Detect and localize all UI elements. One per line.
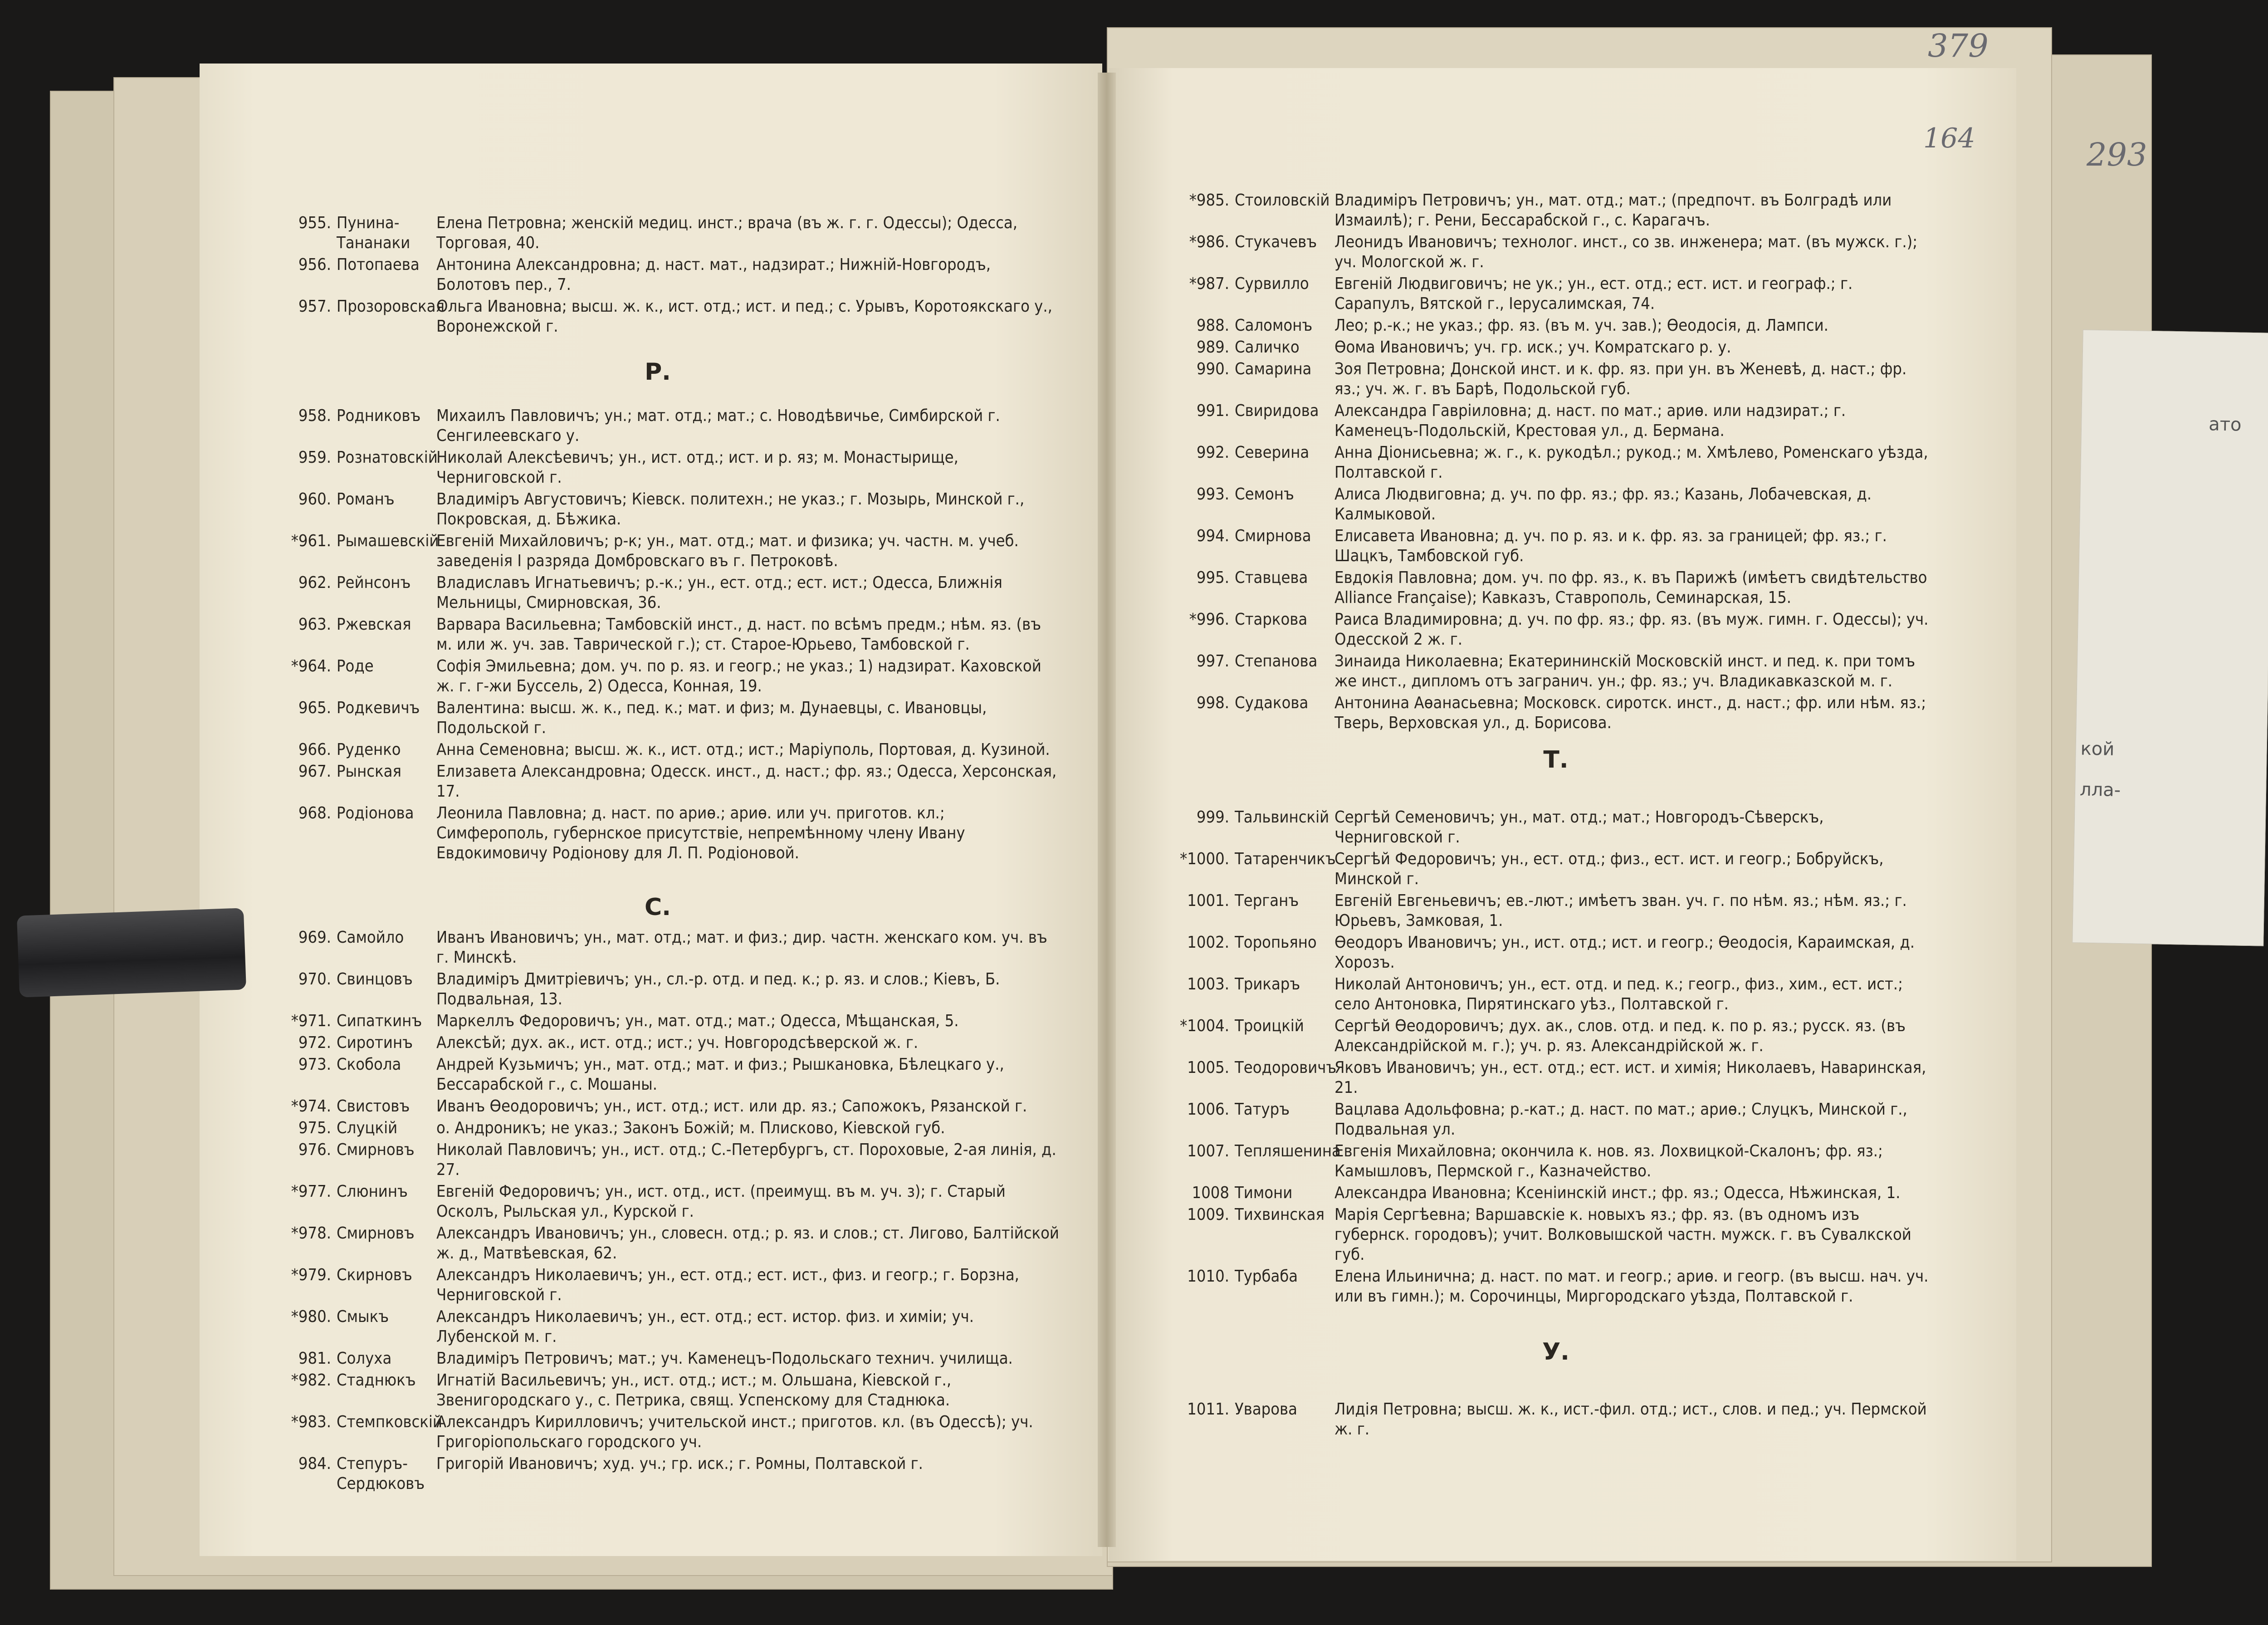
entry-number: 992. — [1196, 443, 1229, 462]
list-item — [1161, 1205, 1932, 1265]
list-item — [263, 448, 1061, 488]
entry-number: 999. — [1196, 808, 1229, 827]
entry-details: Владиславъ Игнатьевичъ; р.-к.; ун., ест. отд.; ест. ист.; Одесса, Ближнія Мельницы, Смирновская, 36. — [436, 573, 1002, 612]
entry-surname: Слюнинъ — [337, 1182, 408, 1201]
entry-number: 970. — [298, 970, 331, 989]
list-item — [1161, 1183, 1932, 1203]
entry-details: Софія Эмильевна; дом. уч. по р. яз. и геогр.; не указ.; 1) надзират. Каховской ж. г. г-жи Буссель, 2) Одесса, Конная, 19. — [436, 657, 1041, 695]
list-item — [1161, 610, 1932, 650]
entry-details: Леонидъ Ивановичъ; технолог. инст., со зв. инженера; мат. (въ мужск. г.); уч. Мологской ж. г. — [1334, 233, 1918, 271]
handwritten-page-number-far-right: 293 — [2087, 136, 2147, 173]
list-item — [263, 1370, 1061, 1410]
entry-surname: Тимони — [1235, 1184, 1293, 1202]
list-item — [1161, 359, 1932, 399]
list-item — [1161, 568, 1932, 608]
entry-surname: Саломонъ — [1235, 316, 1313, 335]
entry-number: *979. — [291, 1266, 331, 1284]
entry-details: Зоя Петровна; Донской инст. и к. фр. яз. при ун. въ Женевѣ, д. наст.; фр. яз.; уч. ж. г. въ Барѣ, Подольской губ. — [1334, 360, 1907, 398]
list-item — [1161, 526, 1932, 566]
entry-details: Николай Антоновичъ; ун., ест. отд. и пед. к.; геогр., физ., хим., ест. ист.; село Антоновка, Пирятинскаго уѣз., Полтавской г. — [1334, 975, 1903, 1013]
entry-details: Елизавета Александровна; Одесск. инст., д. наст.; фр. яз.; Одесса, Херсонская, 17. — [436, 762, 1057, 801]
entry-details: Анна Діонисьевна; ж. г., к. рукодѣл.; рукод.; м. Хмѣлево, Роменскаго уѣзда, Полтавской г. — [1334, 443, 1928, 482]
list-item — [1161, 191, 1932, 230]
entry-surname: Свиридова — [1235, 401, 1319, 420]
entry-surname: Степуръ-Сердюковъ — [337, 1454, 425, 1493]
entry-number: 981. — [298, 1349, 331, 1368]
list-item — [263, 1349, 1061, 1369]
entry-surname: Троицкій — [1235, 1017, 1304, 1035]
entry-details: Сергѣй Федоровичъ; ун., ест. отд.; физ., ест. ист. и геогр.; Бобруйскъ, Минской г. — [1334, 850, 1884, 888]
right-entries-t — [1161, 808, 1932, 1308]
entry-number: 965. — [298, 699, 331, 717]
entry-surname: Татаренчикъ — [1235, 850, 1336, 868]
entry-number: 990. — [1196, 360, 1229, 378]
entry-surname: Тальвинскій — [1235, 808, 1330, 827]
entry-number: *977. — [291, 1182, 331, 1201]
entry-number: *987. — [1189, 274, 1229, 293]
entry-surname: Свинцовъ — [337, 970, 413, 989]
entry-number: 966. — [298, 740, 331, 759]
entry-surname: Прозоровская — [337, 297, 445, 316]
left-entries-r — [263, 406, 1061, 865]
entry-details: Антонина Александровна; д. наст. мат., надзират.; Нижній-Новгородъ, Болотовъ пер., 7. — [436, 255, 991, 294]
entry-number: *961. — [291, 532, 331, 550]
inserted-paper-slip — [2072, 329, 2268, 946]
entry-surname: Татуръ — [1235, 1100, 1290, 1119]
list-item — [263, 489, 1061, 529]
entry-details: Елисавета Ивановна; д. уч. по р. яз. и к. фр. яз. за границей; фр. яз.; г. Шацкъ, Тамбовской губ. — [1334, 527, 1887, 565]
list-item — [1161, 1016, 1932, 1056]
entry-number: 958. — [298, 406, 331, 425]
entry-number: 960. — [298, 490, 331, 509]
entry-details: Александръ Кирилловичъ; учительской инст.; приготов. кл. (въ Одессѣ); уч. Григоріопольскаго городского уч. — [436, 1413, 1033, 1451]
list-item — [1161, 808, 1932, 847]
list-item — [263, 1096, 1061, 1116]
entry-number: *964. — [291, 657, 331, 675]
slip-text-2: кой — [2080, 738, 2115, 760]
entry-details: Алексѣй; дух. ак., ист. отд.; ист.; уч. Новгородсѣверской ж. г. — [436, 1033, 919, 1052]
list-item — [1161, 693, 1932, 733]
entry-surname: Смирновъ — [337, 1224, 415, 1243]
list-item — [1161, 316, 1932, 336]
entry-details: Александра Ивановна; Ксеніинскій инст.; фр. яз.; Одесса, Нѣжинская, 1. — [1334, 1184, 1901, 1202]
entry-details: Игнатій Васильевичъ; ун., ист. отд.; ист.; м. Ольшана, Кіевской г., Звенигородскаго у., с. Петрика, свящ. Успенскому для Стаднюка. — [436, 1371, 952, 1410]
list-item — [1161, 1100, 1932, 1140]
entry-details: Владиміръ Петровичъ; ун., мат. отд.; мат.; (предпочт. въ Болградѣ или Измаилѣ); г. Рени, Бессарабской г., с. Карагачъ. — [1334, 191, 1892, 230]
list-item — [1161, 1267, 1932, 1307]
entry-surname: Родіонова — [337, 804, 414, 822]
entry-number: *982. — [291, 1371, 331, 1390]
left-entries-s — [263, 928, 1061, 1496]
section-letter-u: У. — [1542, 1338, 1569, 1366]
list-item — [263, 1224, 1061, 1263]
list-item — [263, 1265, 1061, 1305]
section-letter-t: Т. — [1543, 746, 1569, 773]
entry-number: 1011. — [1187, 1400, 1229, 1419]
list-item — [1161, 232, 1932, 272]
entry-details: Александра Гавріиловна; д. наст. по мат.; ариѳ. или надзират.; г. Каменецъ-Подольскій, Крестовая ул., д. Бермана. — [1334, 401, 1846, 440]
entry-details: Зинаида Николаевна; Екатерининскій Московскій инст. и пед. к. при томъ же инст., дипломъ отъ загранич. ун.; фр. яз.; уч. Владикавказской м. г. — [1334, 652, 1916, 690]
entry-number: 967. — [298, 762, 331, 781]
entry-details: Евгенія Михайловна; окончила к. нов. яз. Лохвицкой-Скалонъ; фр. яз.; Камышловъ, Пермской г., Казначейство. — [1334, 1142, 1883, 1180]
entry-details: Анна Семеновна; высш. ж. к., ист. отд.; ист.; Маріуполь, Портовая, д. Кузиной. — [436, 740, 1050, 759]
entry-number: 1008 — [1192, 1184, 1229, 1202]
entry-surname: Ставцева — [1235, 568, 1308, 587]
entry-number: 991. — [1196, 401, 1229, 420]
entry-number: 957. — [298, 297, 331, 316]
entry-number: *985. — [1189, 191, 1229, 210]
entry-surname: Теодоровичъ — [1235, 1058, 1337, 1077]
entry-details: Вацлава Адольфовна; р.-кат.; д. наст. по мат.; ариѳ.; Слуцкъ, Минской г., Подвальная ул. — [1334, 1100, 1907, 1139]
entry-surname: Солуха — [337, 1349, 392, 1368]
entry-surname: Тепляшенина — [1235, 1142, 1341, 1160]
entry-number: 963. — [298, 615, 331, 634]
entry-details: Евгеній Федоровичъ; ун., ист. отд., ист. (преимущ. въ м. уч. з); г. Старый Осколъ, Рыльская ул., Курской г. — [436, 1182, 1006, 1221]
entry-surname: Самарина — [1235, 360, 1312, 378]
entry-surname: Руденко — [337, 740, 401, 759]
entry-details: о. Андроникъ; не указ.; Законъ Божій; м. Плисково, Кіевской губ. — [436, 1119, 945, 1137]
entry-surname: Романъ — [337, 490, 395, 509]
entry-surname: Смирнова — [1235, 527, 1311, 545]
entry-details: Лидія Петровна; высш. ж. к., ист.-фил. отд.; ист., слов. и пед.; уч. Пермской ж. г. — [1334, 1400, 1927, 1439]
entry-surname: Родкевичъ — [337, 699, 420, 717]
list-item — [263, 762, 1061, 802]
list-item — [263, 573, 1061, 613]
entry-number: 976. — [298, 1140, 331, 1159]
entry-details: Андрей Кузьмичъ; ун., мат. отд.; мат. и физ.; Рышкановка, Бѣлецкаго у., Бессарабской г., с. Мошаны. — [436, 1055, 1004, 1094]
entry-number: 959. — [298, 448, 331, 467]
entry-number: 1003. — [1187, 975, 1229, 994]
list-item — [1161, 274, 1932, 314]
list-item — [263, 1033, 1061, 1053]
list-item — [263, 1140, 1061, 1180]
entry-details: Евгеній Евгеньевичъ; ев.-лют.; имѣетъ зван. уч. г. по нѣм. яз.; нѣм. яз.; г. Юрьевъ, Замковая, 1. — [1334, 891, 1907, 930]
entry-number: *983. — [291, 1413, 331, 1431]
entry-surname: Ржевская — [337, 615, 411, 634]
entry-surname: Сурвилло — [1235, 274, 1309, 293]
entry-surname: Семонъ — [1235, 485, 1294, 504]
list-item — [1161, 338, 1932, 357]
list-item — [1161, 1058, 1932, 1098]
list-item — [1161, 1141, 1932, 1181]
entry-details: Владиміръ Дмитріевичъ; ун., сл.-р. отд. и пед. к.; р. яз. и слов.; Кіевъ, Б. Подвальная, 13. — [436, 970, 1000, 1008]
entry-surname: Терганъ — [1235, 891, 1299, 910]
list-item — [1161, 651, 1932, 691]
entry-surname: Рымашевскій — [337, 532, 439, 550]
entry-number: *1000. — [1180, 850, 1229, 868]
entry-details: Варвара Васильевна; Тамбовскій инст., д. наст. по всѣмъ предм.; нѣм. яз. (въ м. или ж. уч. зав. Таврической г.); ст. Старое-Юрьево, Тамбовской г. — [436, 615, 1041, 654]
entry-number: 997. — [1196, 652, 1229, 671]
entry-surname: Скобола — [337, 1055, 401, 1074]
entry-surname: Рынская — [337, 762, 401, 781]
entry-number: *1004. — [1180, 1017, 1229, 1035]
list-item — [263, 803, 1061, 863]
list-item — [263, 1011, 1061, 1031]
entry-details: Николай Павловичъ; ун., ист. отд.; С.-Петербургъ, ст. Пороховые, 2-ая линія, д. 27. — [436, 1140, 1056, 1179]
list-item — [1161, 485, 1932, 524]
entry-surname: Смыкъ — [337, 1307, 389, 1326]
entry-details: Антонина Аѳанасьевна; Московск. сиротск. инст., д. наст.; фр. или нѣм. яз.; Тверь, Верховская ул., д. Борисова. — [1334, 694, 1926, 732]
entry-number: 998. — [1196, 694, 1229, 712]
entry-number: *996. — [1189, 610, 1229, 629]
list-item — [1161, 974, 1932, 1014]
entry-number: 1007. — [1187, 1142, 1229, 1160]
entry-number: *974. — [291, 1097, 331, 1116]
entry-details: Ѳома Ивановичъ; уч. гр. иск.; уч. Комратскаго р. у. — [1334, 338, 1731, 357]
entry-number: *986. — [1189, 233, 1229, 251]
entry-details: Владиміръ Августовичъ; Кіевск. политехн.; не указ.; г. Мозырь, Минской г., Покровская, д. Бѣжика. — [436, 490, 1025, 529]
entry-surname: Стаднюкъ — [337, 1371, 416, 1390]
entry-surname: Скирновъ — [337, 1266, 412, 1284]
list-item — [263, 297, 1061, 337]
list-item — [263, 531, 1061, 571]
list-item — [263, 1454, 1061, 1494]
entry-number: 1002. — [1187, 933, 1229, 952]
list-item — [263, 615, 1061, 655]
list-item — [1161, 891, 1932, 931]
section-letter-r: Р. — [645, 358, 671, 386]
list-item — [263, 1182, 1061, 1222]
entry-number: 968. — [298, 804, 331, 822]
list-item — [263, 1307, 1061, 1347]
entry-number: 994. — [1196, 527, 1229, 545]
entry-details: Ѳеодоръ Ивановичъ; ун., ист. отд.; ист. и геогр.; Ѳеодосія, Караимская, д. Хорозъ. — [1334, 933, 1915, 972]
entry-number: 956. — [298, 255, 331, 274]
entry-surname: Рейнсонъ — [337, 573, 411, 592]
entry-details: Елена Петровна; женскій медиц. инст.; врача (въ ж. г. г. Одессы); Одесса, Торговая, 40. — [436, 214, 1018, 252]
entry-surname: Роде — [337, 657, 374, 675]
entry-number: 995. — [1196, 568, 1229, 587]
entry-details: Михаилъ Павловичъ; ун.; мат. отд.; мат.; с. Новодѣвичье, Симбирской г. Сенгилеевскаго у. — [436, 406, 1000, 445]
entry-number: 1010. — [1187, 1267, 1229, 1286]
entry-details: Иванъ Ивановичъ; ун., мат. отд.; мат. и физ.; дир. частн. женскаго ком. уч. въ г. Минскѣ. — [436, 928, 1047, 967]
list-item — [1161, 849, 1932, 889]
entry-surname: Трикаръ — [1235, 975, 1300, 994]
entry-number: *980. — [291, 1307, 331, 1326]
entry-number: 989. — [1196, 338, 1229, 357]
entry-surname: Торопьяно — [1235, 933, 1317, 952]
entry-surname: Рознатовскій — [337, 448, 438, 467]
entry-details: Маркеллъ Федоровичъ; ун., мат. отд.; мат.; Одесса, Мѣщанская, 5. — [436, 1012, 959, 1030]
entry-number: 1009. — [1187, 1205, 1229, 1224]
entry-number: 988. — [1196, 316, 1229, 335]
entry-details: Раиса Владимировна; д. уч. по фр. яз.; фр. яз. (въ муж. гимн. г. Одессы); уч. Одесской 2 ж. г. — [1334, 610, 1929, 649]
entry-surname: Степанова — [1235, 652, 1318, 671]
entry-details: Григорій Ивановичъ; худ. уч.; гр. иск.; г. Ромны, Полтавской г. — [436, 1454, 923, 1473]
entry-details: Сергѣй Семеновичъ; ун., мат. отд.; мат.; Новгородъ-Сѣверскъ, Черниговской г. — [1334, 808, 1824, 847]
list-item — [263, 1055, 1061, 1095]
entry-number: 1006. — [1187, 1100, 1229, 1119]
entry-details: Евдокія Павловна; дом. уч. по фр. яз., к. въ Парижѣ (имѣетъ свидѣтельство Alliance Française); Кавказъ, Ставрополь, Семинарская, 15. — [1334, 568, 1927, 607]
entry-number: 972. — [298, 1033, 331, 1052]
right-entries-s — [1161, 191, 1932, 735]
entry-details: Александръ Ивановичъ; ун., словесн. отд.; р. яз. и слов.; ст. Лигово, Балтійской ж. д., Матвѣевская, 62. — [436, 1224, 1059, 1263]
list-item — [1161, 401, 1932, 441]
entry-details: Иванъ Ѳеодоровичъ; ун., ист. отд.; ист. или др. яз.; Сапожокъ, Рязанской г. — [436, 1097, 1027, 1116]
list-item — [263, 928, 1061, 968]
handwritten-page-number-right: 164 — [1923, 122, 1975, 154]
entry-surname: Свистовъ — [337, 1097, 410, 1116]
entry-surname: Самойло — [337, 928, 404, 947]
entry-number: 984. — [298, 1454, 331, 1473]
entry-surname: Северина — [1235, 443, 1310, 462]
entry-number: 1001. — [1187, 891, 1229, 910]
right-entries-u — [1161, 1400, 1932, 1441]
entry-surname: Турбаба — [1235, 1267, 1298, 1286]
slip-text-1: ато — [2208, 414, 2242, 436]
entry-number: 1005. — [1187, 1058, 1229, 1077]
handwritten-page-number-top: 379 — [1928, 27, 1989, 64]
list-item — [263, 740, 1061, 760]
entry-surname: Саличко — [1235, 338, 1300, 357]
entry-number: 962. — [298, 573, 331, 592]
entry-surname: Сипаткинъ — [337, 1012, 422, 1030]
entry-surname: Судакова — [1235, 694, 1309, 712]
entry-details: Александръ Николаевичъ; ун., ест. отд.; ест. ист., физ. и геогр.; г. Борзна, Черниговской г. — [436, 1266, 1019, 1304]
list-item — [1161, 933, 1932, 973]
entry-surname: Тихвинская — [1235, 1205, 1325, 1224]
entry-details: Лео; р.-к.; не указ.; фр. яз. (въ м. уч. зав.); Ѳеодосія, д. Лампси. — [1334, 316, 1828, 335]
entry-surname: Уварова — [1235, 1400, 1297, 1419]
entry-surname: Слуцкій — [337, 1119, 398, 1137]
left-entries-top — [263, 213, 1061, 338]
list-item — [263, 1118, 1061, 1138]
slip-text-3: лла- — [2079, 779, 2121, 801]
entry-details: Яковъ Ивановичъ; ун., ест. отд.; ест. ист. и химія; Николаевъ, Наваринская, 21. — [1334, 1058, 1926, 1097]
list-item — [263, 698, 1061, 738]
entry-details: Евгеній Михайловичъ; р-к; ун., мат. отд.; мат. и физика; уч. частн. м. учеб. заведенія I разряда Домбровскаго въ г. Петроковѣ. — [436, 532, 1019, 570]
entry-number: 993. — [1196, 485, 1229, 504]
list-item — [263, 255, 1061, 295]
entry-surname: Сиротинъ — [337, 1033, 413, 1052]
entry-surname: Потопаева — [337, 255, 420, 274]
entry-details: Евгеній Людвиговичъ; не ук.; ун., ест. отд.; ест. ист. и географ.; г. Сарапулъ, Вятской г., Іерусалимская, 74. — [1334, 274, 1853, 313]
entry-details: Сергѣй Ѳеодоровичъ; дух. ак., слов. отд. и пед. к. по р. яз.; русск. яз. (въ Александрійской м. г.); уч. р. яз. Александрійской ж. г. — [1334, 1017, 1906, 1055]
entry-surname: Стукачевъ — [1235, 233, 1317, 251]
entry-details: Владиміръ Петровичъ; мат.; уч. Каменецъ-Подольскаго технич. училища. — [436, 1349, 1013, 1368]
entry-surname: Смирновъ — [337, 1140, 415, 1159]
entry-details: Елена Ильинична; д. наст. по мат. и геогр.; ариѳ. и геогр. (въ высш. нач. уч. или въ гимн.); м. Сорочинцы, Миргородскаго уѣзда, Полтавской г. — [1334, 1267, 1929, 1306]
black-clip — [17, 908, 246, 997]
entry-number: *971. — [291, 1012, 331, 1030]
entry-number: *978. — [291, 1224, 331, 1243]
section-letter-s: С. — [645, 894, 671, 921]
entry-number: 969. — [298, 928, 331, 947]
entry-details: Леонила Павловна; д. наст. по ариѳ.; ариѳ. или уч. приготов. кл.; Симферополь, губернское присутствіе, непремѣнному члену Ивану Евдокимовичу Родіонову для Л. П. Родіоновой. — [436, 804, 965, 862]
entry-number: 973. — [298, 1055, 331, 1074]
entry-surname: Стемпковскій — [337, 1413, 442, 1431]
entry-surname: Родниковъ — [337, 406, 421, 425]
list-item — [263, 406, 1061, 446]
list-item — [1161, 443, 1932, 483]
entry-details: Николай Алексѣевичъ; ун., ист. отд.; ист. и р. яз; м. Монастырище, Черниговской г. — [436, 448, 958, 487]
entry-details: Ольга Ивановна; высш. ж. к., ист. отд.; ист. и пед.; с. Урывъ, Коротоякскаго у., Воронежской г. — [436, 297, 1052, 336]
entry-surname: Стоиловскій — [1235, 191, 1330, 210]
entry-details: Алиса Людвиговна; д. уч. по фр. яз.; фр. яз.; Казань, Лобачевская, д. Калмыковой. — [1334, 485, 1872, 524]
entry-details: Марія Сергѣевна; Варшавскіе к. новыхъ яз.; фр. яз. (въ одномъ изъ губернск. городовъ); учит. Волковышской частн. мужск. г. въ Сувалкской губ. — [1334, 1205, 1911, 1264]
entry-number: 955. — [298, 214, 331, 232]
entry-details: Валентина: высш. ж. к., пед. к.; мат. и физ; м. Дунаевцы, с. Ивановцы, Подольской г. — [436, 699, 987, 737]
entry-details: Александръ Николаевичъ; ун., ест. отд.; ест. истор. физ. и химіи; уч. Лубенской м. г. — [436, 1307, 974, 1346]
list-item — [1161, 1400, 1932, 1439]
entry-surname: Старкова — [1235, 610, 1308, 629]
list-item — [263, 969, 1061, 1009]
book-gutter — [1098, 73, 1116, 1547]
entry-surname: Пунина-Тананаки — [337, 214, 411, 252]
list-item — [263, 656, 1061, 696]
entry-number: 975. — [298, 1119, 331, 1137]
list-item — [263, 213, 1061, 253]
list-item — [263, 1412, 1061, 1452]
